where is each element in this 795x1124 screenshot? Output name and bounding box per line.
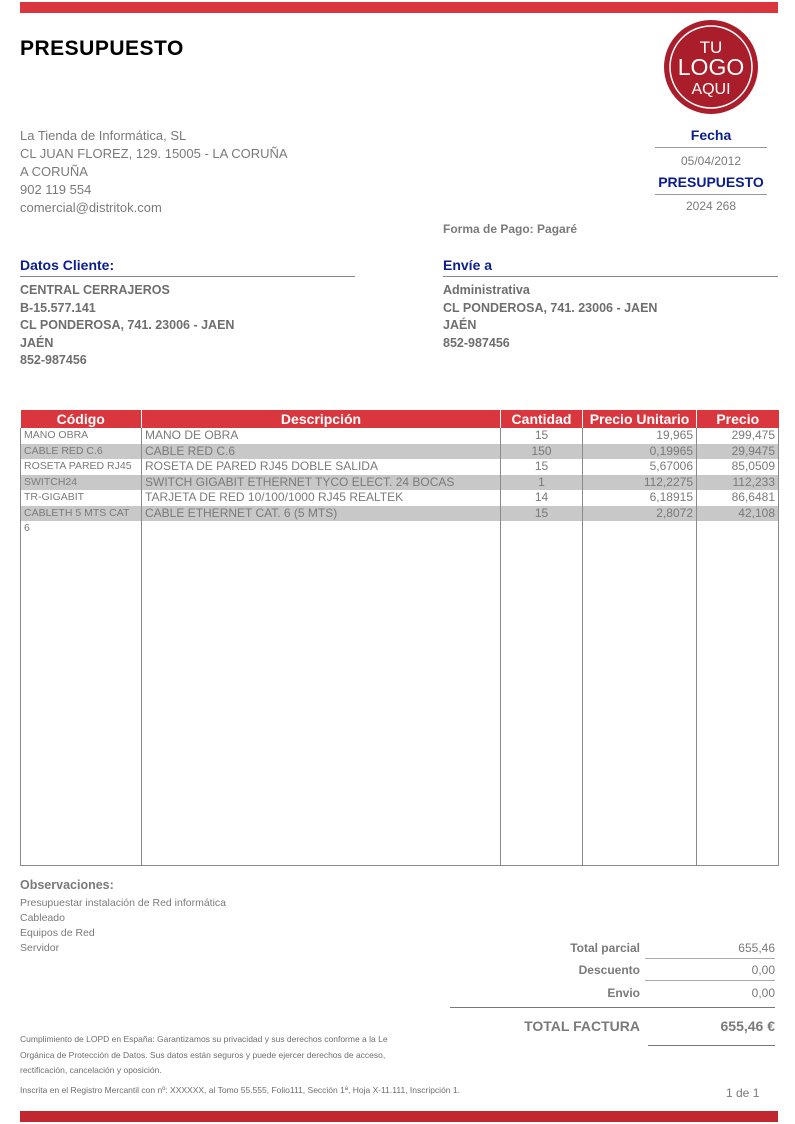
- company-address: CL JUAN FLOREZ, 129. 15005 - LA CORUÑA: [20, 146, 288, 161]
- shipping-cost-value: 0,00: [751, 986, 775, 1000]
- column-header-quantity: Cantidad: [501, 410, 583, 428]
- cell-unit-price: 19,965: [583, 428, 697, 444]
- cell-price: 112,233: [697, 475, 779, 491]
- discount-divider: [645, 980, 775, 981]
- column-header-price: Precio: [697, 410, 779, 428]
- date-divider: [655, 147, 767, 148]
- client-section-title: Datos Cliente:: [20, 257, 115, 273]
- company-name: La Tienda de Informática, SL: [20, 128, 187, 143]
- client-phone: 852-987456: [20, 353, 87, 367]
- column-header-code: Código: [21, 410, 142, 428]
- cell-price: 86,6481: [697, 490, 779, 506]
- cell-quantity: 150: [501, 444, 583, 460]
- svg-text:LOGO: LOGO: [677, 54, 745, 80]
- table-row: [21, 490, 779, 506]
- cell-quantity: 15: [501, 506, 583, 522]
- observations-list: [20, 896, 226, 956]
- table-row: [21, 506, 779, 522]
- cell-code: CABLETH 5 MTS CAT: [21, 506, 142, 522]
- cell-description: SWITCH GIGABIT ETHERNET TYCO ELECT. 24 BOCAS: [142, 475, 501, 491]
- column-header-description: Descripción: [142, 410, 501, 428]
- cell-code: TR-GIGABIT: [21, 490, 142, 506]
- table-filler-row: [21, 521, 779, 865]
- cell-price: 42,108: [697, 506, 779, 522]
- cell-quantity: 14: [501, 490, 583, 506]
- observation-line: Servidor: [20, 942, 60, 954]
- quote-number-label: PRESUPUESTO: [658, 174, 764, 190]
- page-number: 1 de 1: [726, 1086, 760, 1100]
- lopd-notice: [20, 1032, 425, 1079]
- observation-line: Equipos de Red: [20, 927, 95, 939]
- cell-description: ROSETA DE PARED RJ45 DOBLE SALIDA: [142, 459, 501, 475]
- cell-code: SWITCH24: [21, 475, 142, 491]
- cell-unit-price: 5,67006: [583, 459, 697, 475]
- quote-number-divider: [655, 194, 767, 195]
- table-row: [21, 428, 779, 444]
- cell-code-overflow: 6: [21, 521, 142, 865]
- cell-description: CABLE RED C.6: [142, 444, 501, 460]
- company-phone: 902 119 554: [20, 182, 92, 197]
- cell-unit-price: 6,18915: [583, 490, 697, 506]
- company-logo: [664, 20, 758, 114]
- table-row: [21, 444, 779, 460]
- shipping-section-title: Envíe a: [443, 257, 493, 273]
- observation-line: Presupuestar instalación de Red informática: [20, 897, 227, 909]
- cell-price: 299,475: [697, 428, 779, 444]
- shipping-city: JAÉN: [443, 318, 477, 332]
- totals-divider: [450, 1007, 775, 1008]
- cell-unit-price: 0,19965: [583, 444, 697, 460]
- discount-value: 0,00: [751, 963, 775, 977]
- lopd-line: Cumplimiento de LOPD en España: Garantizamos su privacidad y sus derechos conforme a la Le: [20, 1034, 388, 1044]
- payment-method: Forma de Pago: Pagaré: [443, 222, 578, 236]
- shipping-cost-label: Envio: [607, 986, 640, 1000]
- cell-description: CABLE ETHERNET CAT. 6 (5 MTS): [142, 506, 501, 522]
- column-header-unit-price: Precio Unitario: [583, 410, 697, 428]
- document-title: PRESUPUESTO: [20, 37, 184, 60]
- subtotal-value: 655,46: [738, 941, 775, 955]
- date-label: Fecha: [690, 127, 732, 143]
- empty-cell: [142, 521, 501, 865]
- client-address: CL PONDEROSA, 741. 23006 - JAEN: [20, 318, 235, 332]
- empty-cell: [501, 521, 583, 865]
- client-city: JAÉN: [20, 335, 54, 350]
- total-label: TOTAL FACTURA: [524, 1018, 640, 1034]
- subtotal-label: Total parcial: [570, 941, 640, 955]
- client-tax-id: B-15.577.141: [20, 300, 96, 315]
- total-underline: [648, 1045, 775, 1046]
- table-row: [21, 475, 779, 491]
- cell-price: 29,9475: [697, 444, 779, 460]
- cell-code: MANO OBRA: [21, 428, 142, 444]
- empty-cell: [583, 521, 697, 865]
- lopd-line: rectificación, cancelación y oposición.: [20, 1065, 162, 1075]
- cell-description: MANO DE OBRA: [142, 428, 501, 444]
- subtotal-divider: [645, 958, 775, 959]
- top-accent-bar: [20, 2, 778, 13]
- shipping-details: [443, 282, 657, 352]
- cell-code: CABLE RED C.6: [21, 444, 142, 460]
- cell-price: 85,0509: [697, 459, 779, 475]
- discount-label: Descuento: [578, 963, 640, 977]
- cell-unit-price: 2,8072: [583, 506, 697, 522]
- svg-text:TU: TU: [699, 38, 723, 57]
- registry-notice: Inscrita en el Registro Mercantil con nº: XXXXXX, al Tomo 55.555, Folio111, Sección 1ª, Hoja X-11.111, Inscripción 1.: [20, 1085, 460, 1095]
- table-header-row: [21, 410, 779, 428]
- cell-quantity: 15: [501, 459, 583, 475]
- cell-unit-price: 112,2275: [583, 475, 697, 491]
- client-details: [20, 282, 234, 370]
- shipping-address: CL PONDEROSA, 741. 23006 - JAEN: [443, 300, 658, 315]
- client-divider: [20, 276, 355, 277]
- date-value: 05/04/2012: [680, 154, 742, 168]
- company-info: [20, 127, 288, 217]
- observation-line: Cableado: [20, 912, 65, 924]
- cell-code: ROSETA PARED RJ45: [21, 459, 142, 475]
- bottom-accent-bar: [20, 1111, 778, 1122]
- items-table: [20, 410, 779, 866]
- empty-cell: [697, 521, 779, 865]
- lopd-line: Orgánica de Protección de Datos. Sus datos están seguros y puede ejercer derechos de acceso,: [20, 1049, 386, 1060]
- shipping-divider: [443, 276, 778, 277]
- cell-description: TARJETA DE RED 10/100/1000 RJ45 REALTEK: [142, 490, 501, 506]
- company-city: A CORUÑA: [20, 164, 88, 179]
- shipping-contact: Administrativa: [443, 283, 530, 297]
- client-name: CENTRAL CERRAJEROS: [20, 283, 170, 297]
- total-value: 655,46 €: [720, 1018, 775, 1034]
- cell-quantity: 15: [501, 428, 583, 444]
- observations-title: Observaciones:: [20, 878, 114, 892]
- shipping-phone: 852-987456: [443, 335, 510, 350]
- quote-number-value: 2024 268: [685, 199, 737, 213]
- cell-quantity: 1: [501, 475, 583, 491]
- svg-text:AQUI: AQUI: [691, 81, 731, 98]
- company-email: comercial@distritok.com: [20, 200, 162, 215]
- table-row: [21, 459, 779, 475]
